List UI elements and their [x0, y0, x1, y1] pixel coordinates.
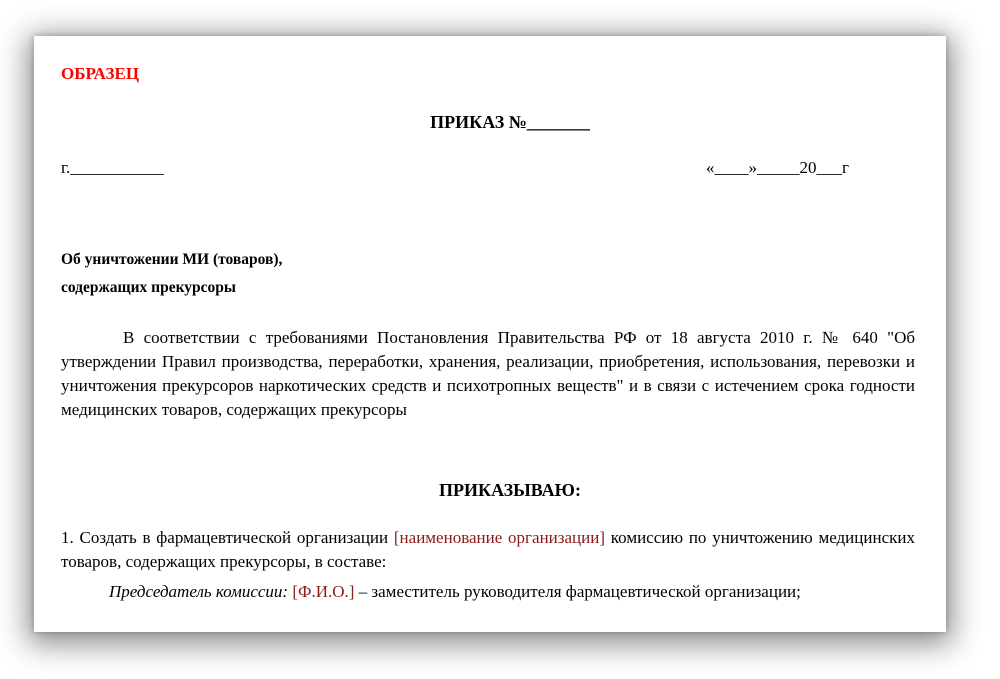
commission-chair-line — [61, 580, 915, 604]
order-item-1 — [61, 526, 915, 574]
order-subject — [61, 246, 282, 302]
document-page — [34, 36, 946, 632]
order-title: ПРИКАЗ №_______ — [430, 112, 590, 132]
chair-role: – заместитель руководителя фармацевтической организации; — [354, 582, 801, 601]
item-1-prefix: 1. Создать в фармацевтической организации — [61, 528, 394, 547]
organization-placeholder: [наименование организации] — [393, 528, 605, 547]
subject-line-1: Об уничтожении МИ (товаров), — [61, 251, 283, 268]
order-heading: ПРИКАЗЫВАЮ: — [439, 480, 581, 500]
item-1-suffix: комиссию по уничтожению медицинских товаров, содержащих прекурсоры, в составе: — [61, 528, 915, 571]
chair-name-placeholder: [Ф.И.О.] — [292, 582, 355, 601]
chair-label: Председатель комиссии: — [109, 582, 289, 601]
date-field: «____»_____20___г — [706, 158, 849, 177]
city-field: г.___________ — [61, 158, 164, 177]
preamble-paragraph: В соответствии с требованиями Постановления Правительства РФ от 18 августа 2010 г. № 640 "Об утверждении Правил производства, переработки, хранения, реализации, приобретения, использования, перевозки и уничтожения прекурсоров наркотических средств и психотропных веществ" и в связи с истечением срока годности медицинских товаров, содержащих прекурсоры — [61, 328, 915, 419]
sample-label: ОБРАЗЕЦ — [61, 64, 140, 83]
subject-line-2: содержащих прекурсоры — [61, 279, 237, 296]
